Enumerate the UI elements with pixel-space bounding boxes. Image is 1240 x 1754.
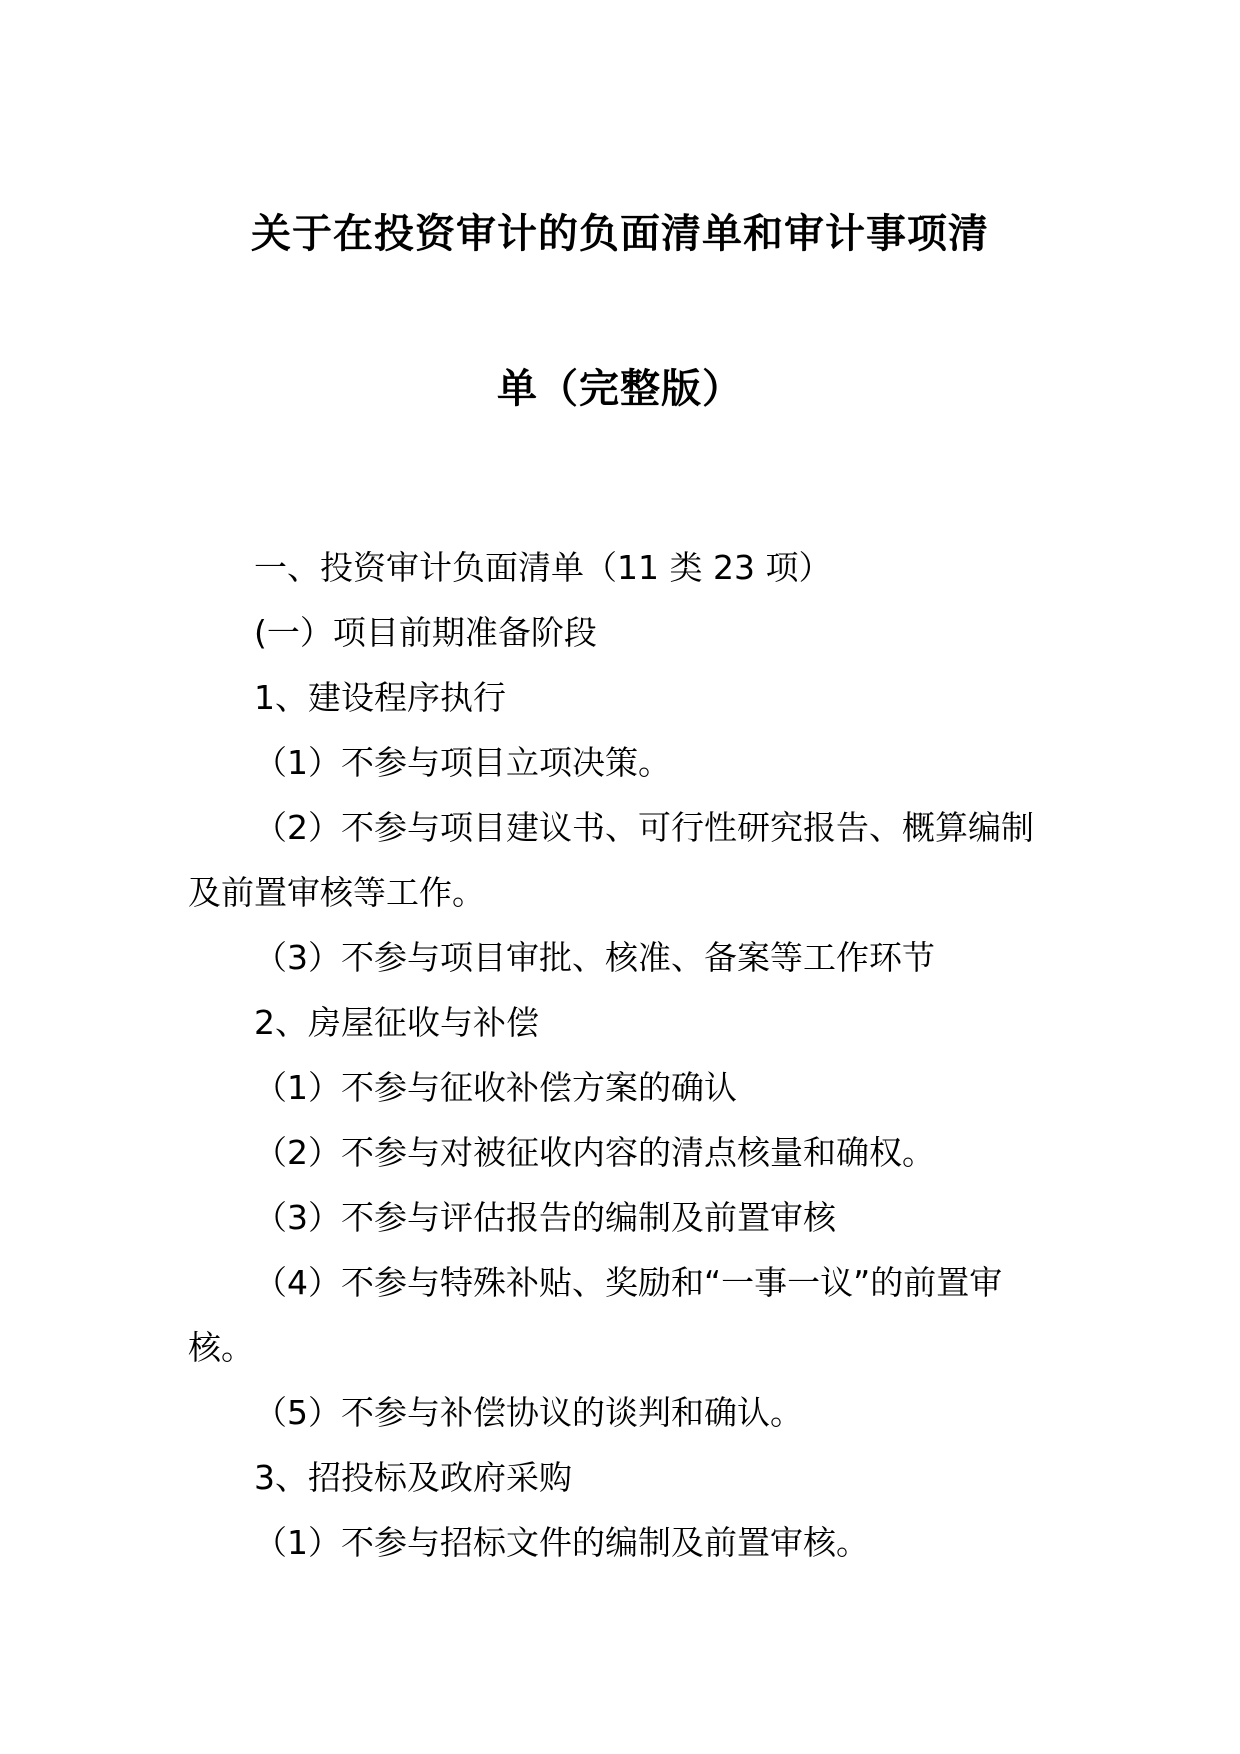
list-item: （1）不参与招标文件的编制及前置审核。	[254, 1523, 869, 1562]
item-heading: 1、建设程序执行	[254, 678, 506, 717]
list-item: （1）不参与项目立项决策。	[254, 743, 671, 782]
subsection-heading: (一）项目前期准备阶段	[254, 613, 597, 652]
list-item-continued: 及前置审核等工作。	[188, 873, 485, 912]
section-heading: 一、投资审计负面清单（11 类 23 项）	[254, 548, 832, 587]
item-heading: 3、招投标及政府采购	[254, 1458, 572, 1497]
list-item: （2）不参与对被征收内容的清点核量和确权。	[254, 1133, 935, 1172]
list-item: （1）不参与征收补偿方案的确认	[254, 1068, 737, 1107]
document-title-line-2: 单（完整版）	[497, 366, 743, 412]
item-heading: 2、房屋征收与补偿	[254, 1003, 539, 1042]
list-item: （2）不参与项目建议书、可行性研究报告、概算编制	[254, 808, 1034, 847]
list-item: （3）不参与评估报告的编制及前置审核	[254, 1198, 836, 1237]
list-item: （5）不参与补偿协议的谈判和确认。	[254, 1393, 803, 1432]
list-item: （3）不参与项目审批、核准、备案等工作环节	[254, 938, 935, 977]
list-item-continued: 核。	[188, 1328, 254, 1367]
document-title-line-1: 关于在投资审计的负面清单和审计事项清	[251, 211, 989, 257]
list-item: （4）不参与特殊补贴、奖励和“一事一议”的前置审	[254, 1263, 1003, 1302]
